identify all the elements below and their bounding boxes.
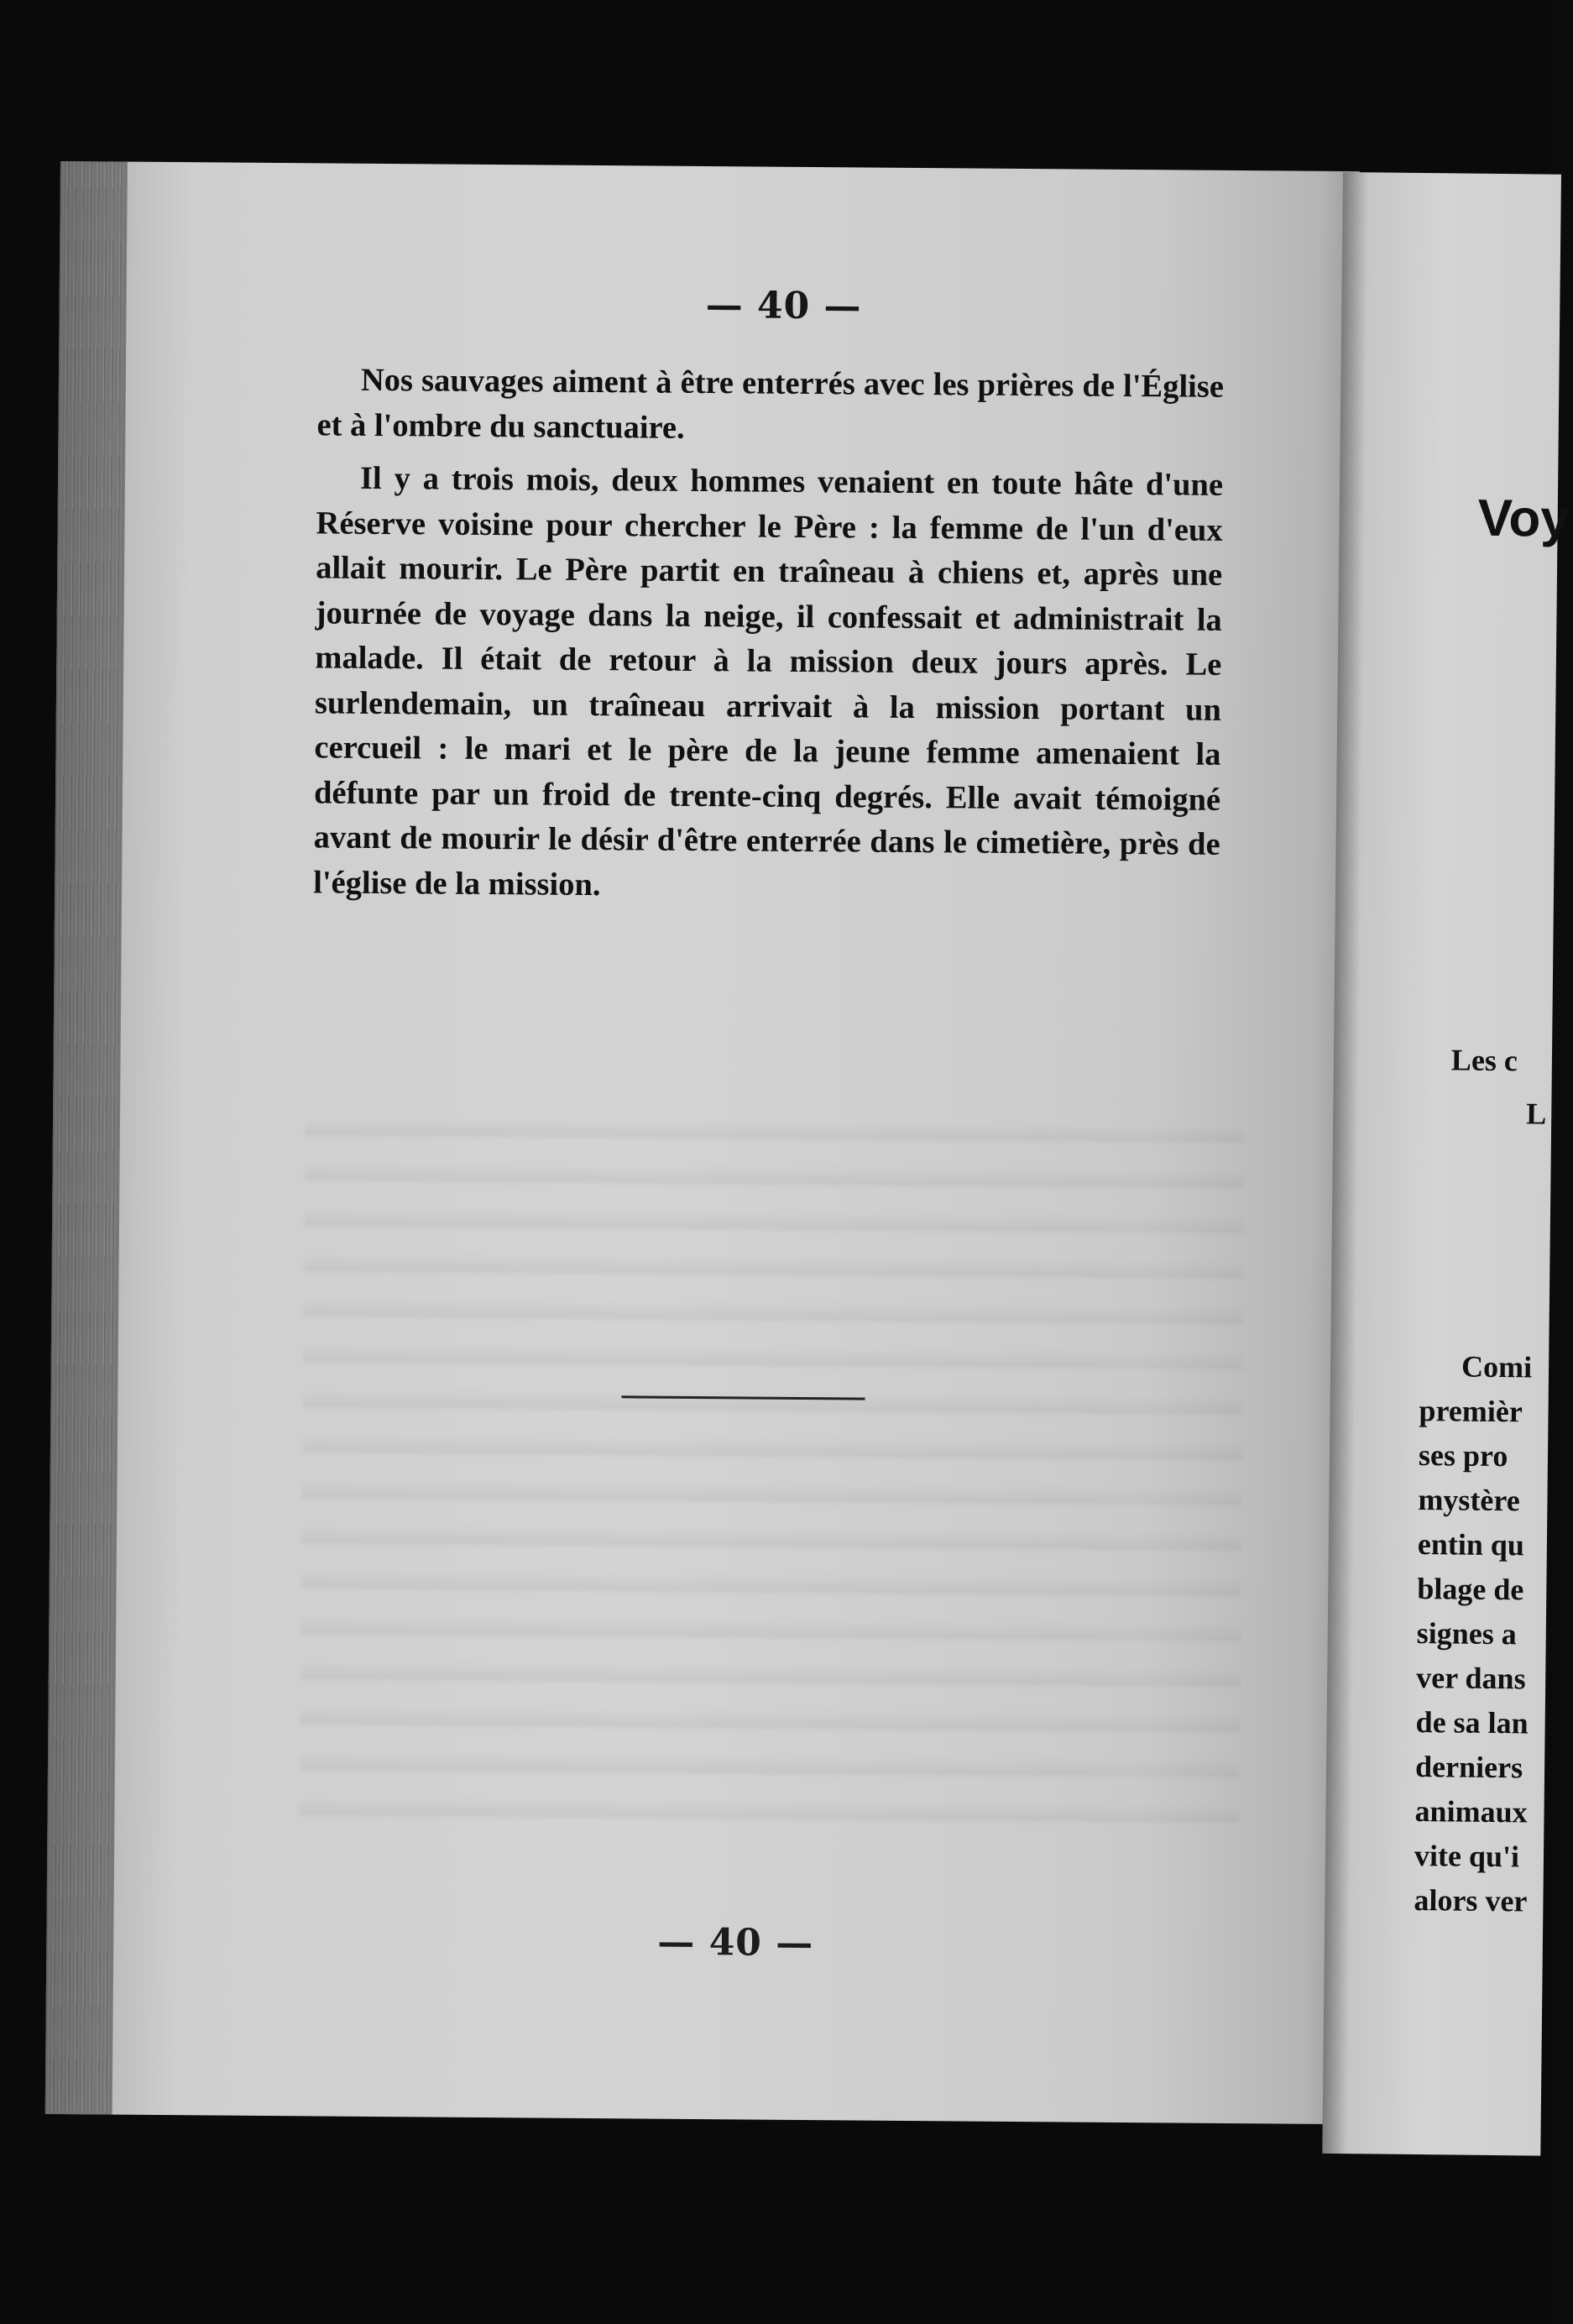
- right-line: ses pro: [1418, 1438, 1508, 1473]
- right-line: de sa lan: [1415, 1705, 1529, 1740]
- right-subheading-fragment-1: Les c: [1450, 1043, 1518, 1078]
- right-line: ver dans: [1416, 1661, 1526, 1696]
- right-page: [1322, 172, 1570, 2156]
- right-line: mystère: [1418, 1483, 1520, 1518]
- right-line: blage de: [1417, 1572, 1524, 1607]
- paragraph-1: Nos sauvages aiment à être enterrés avec les prières de l'Église et à l'ombre du sanctuaire.: [316, 362, 1225, 446]
- right-line: entin qu: [1417, 1527, 1525, 1562]
- page-number-top: — 40 —: [705, 284, 862, 328]
- body-text: [313, 358, 1224, 912]
- right-line: derniers: [1414, 1750, 1523, 1785]
- page-number-bottom: — 40 —: [657, 1920, 814, 1965]
- right-line: alors ver: [1414, 1882, 1528, 1918]
- right-line: premièr: [1419, 1394, 1523, 1429]
- right-line: animaux: [1414, 1794, 1528, 1829]
- right-subheading-fragment-2: L: [1526, 1097, 1547, 1131]
- right-body-fragments: [1414, 1344, 1533, 1924]
- bleed-through-text: [299, 1120, 1245, 1850]
- right-line: signes a: [1416, 1616, 1518, 1651]
- paragraph-2: Il y a trois mois, deux hommes venaient en toute hâte d'une Réserve voisine pour chercher le Père : la femme de l'un d'eux allait mourir. Le Père partit en traîneau à chiens et, après une journée de voyage dans la neige, il confessait et administrait la malade. Il était de retour à la mission deux jours après. Le surlendemain, un traîneau arrivait à la mission portant un cercueil : le mari et le père de la jeune femme amenaient la défunte par un froid de trente-cinq degrés. Elle avait témoigné avant de mourir le désir d'être enterrée dans le cimetière, près de l'église de la mission.: [313, 460, 1224, 903]
- page-edge-shadow: [45, 161, 128, 2115]
- right-heading-fragment: Voy: [1477, 489, 1570, 548]
- right-line: Comi: [1461, 1349, 1533, 1384]
- left-page: [45, 161, 1360, 2124]
- right-line: vite qu'i: [1414, 1839, 1520, 1874]
